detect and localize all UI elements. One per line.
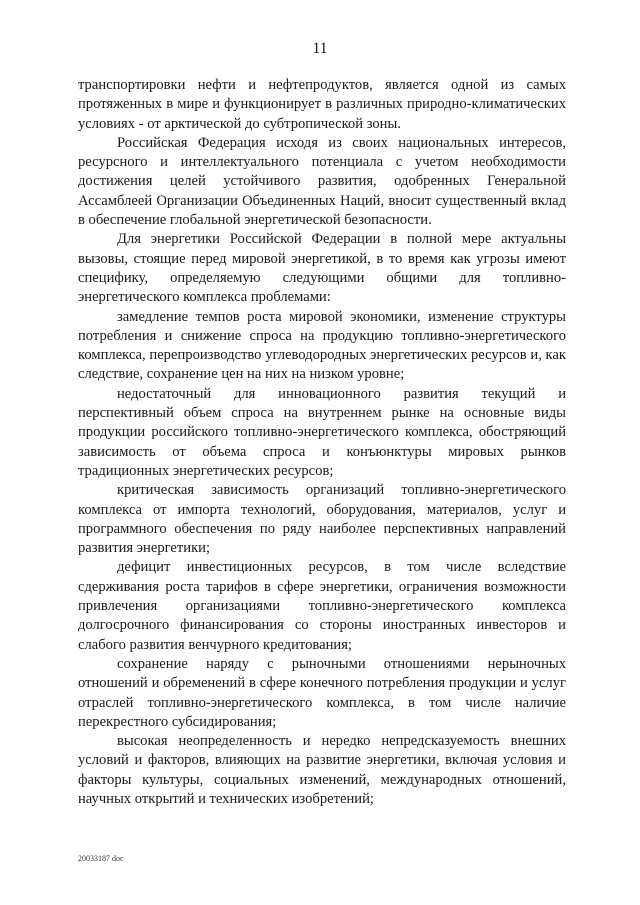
list-item-non-market-relations: сохранение наряду с рыночными отношениями нерыночных отношений и обременений в сфере конечного потребления продукции и услуг отраслей топливно-энергетического комплекса, в том числе наличие перекрестного субсидирования; xyxy=(78,655,566,730)
list-item-economic-slowdown: замедление темпов роста мировой экономики, изменение структуры потребления и снижение спроса на продукцию топливно-энергетического комплекса, перепроизводство углеводородных энергетических ресурсов и, как следствие, сохранение цен на них на низком уровне; xyxy=(78,308,566,383)
list-item-import-dependence: критическая зависимость организаций топливно-энергетического комплекса от импорта технологий, оборудования, материалов, услуг и программного обеспечения по ряду наиболее перспективных направлений развития энергетики; xyxy=(78,482,566,557)
paragraph-challenges-intro: Для энергетики Российской Федерации в полной мере актуальны вызовы, стоящие перед мировой энергетикой, в то время как угрозы имеют специфику, определяемую следующими общими для топливно-энергетического комплекса проблемами: xyxy=(78,231,566,306)
document-footer-filename: 20033187 doc xyxy=(78,854,124,863)
page-number: 11 xyxy=(312,40,328,57)
document-body xyxy=(78,76,566,809)
paragraph-energy-security: Российская Федерация исходя из своих национальных интересов, ресурсного и интеллектуального потенциала с учетом необходимости достижения целей устойчивого развития, одобренных Генеральной Ассамблеей Организации Объединенных Наций, вносит существенный вклад в обеспечение глобальной энергетической безопасности. xyxy=(78,134,566,229)
list-item-domestic-demand: недостаточный для инновационного развития текущий и перспективный объем спроса на внутреннем рынке на основные виды продукции российского топливно-энергетического комплекса, обостряющий зависимость от объема спроса и конъюнктуры мировых рынков традиционных энергетических ресурсов; xyxy=(78,385,566,479)
list-item-uncertainty: высокая неопределенность и нередко непредсказуемость внешних условий и факторов, влияющих на развитие энергетики, включая условия и факторы культуры, социальных изменений, международных отношений, научных открытий и технических изобретений; xyxy=(78,733,566,807)
paragraph-continuation: транспортировки нефти и нефтепродуктов, является одной из самых протяженных в мире и функционирует в различных природно-климатических условиях - от арктической до субтропической зоны. xyxy=(78,77,566,132)
list-item-investment-deficit: дефицит инвестиционных ресурсов, в том числе вследствие сдерживания роста тарифов в сфере энергетики, ограничения возможности привлечения организациями топливно-энергетического комплекса долгосрочного финансирования со стороны иностранных инвесторов и слабого развития венчурного кредитования; xyxy=(78,559,566,653)
